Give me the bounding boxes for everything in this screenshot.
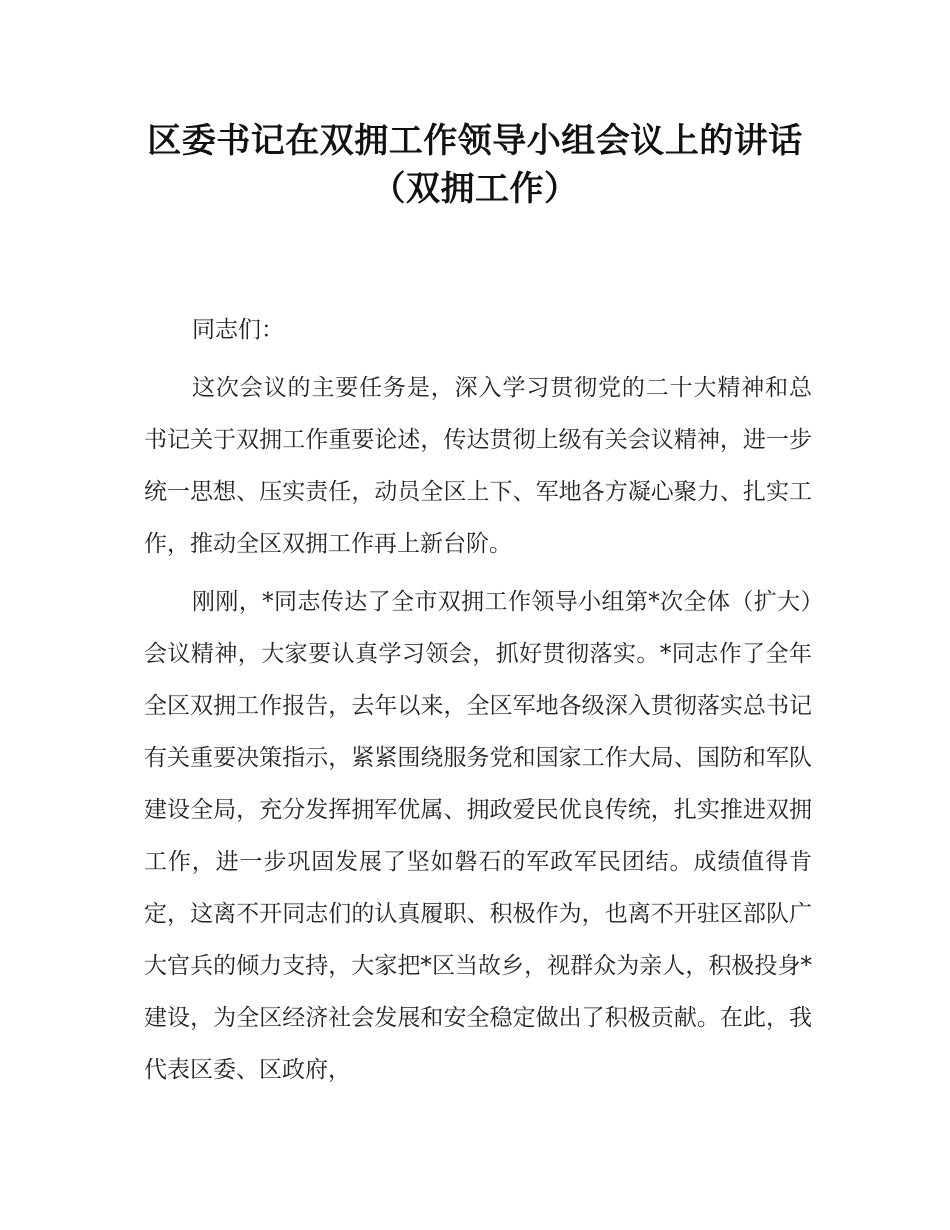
document-title-line2: （双拥工作） <box>371 169 579 209</box>
paragraph-1: 这次会议的主要任务是，深入学习贯彻党的二十大精神和总书记关于双拥工作重要论述，传达贯彻上级有关会议精神，进一步统一思想、压实责任，动员全区上下、军地各方凝心聚力、扎实工作，推动全区双拥工作再上新台阶。 <box>144 375 812 557</box>
paragraph-2: 刚刚，*同志传达了全市双拥工作领导小组第*次全体（扩大）会议精神，大家要认真学习领会，抓好贯彻落实。*同志作了全年全区双拥工作报告，去年以来，全区军地各级深入贯彻落实总书记有关重要决策指示，紧紧围绕服务党和国家工作大局、国防和军队建设全局，充分发挥拥军优属、拥政爱民优良传统，扎实推进双拥工作，进一步巩固发展了坚如磐石的军政军民团结。成绩值得肯定，这离不开同志们的认真履职、积极作为，也离不开驻区部队广大官兵的倾力支持，大家把*区当故乡，视群众为亲人，积极投身*建设，为全区经济社会发展和安全稳定做出了积极贡献。在此，我代表区委、区政府， <box>144 589 812 1083</box>
document-title-line1: 区委书记在双拥工作领导小组会议上的讲话 <box>147 121 803 161</box>
greeting: 同志们： <box>192 317 284 343</box>
